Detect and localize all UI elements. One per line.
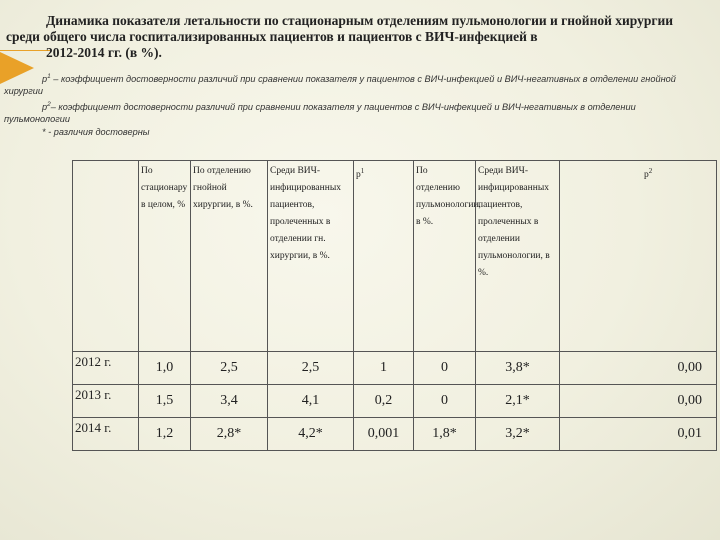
cell-p1: 1 [354, 352, 414, 385]
header-p1 [354, 161, 414, 352]
note-star [4, 126, 704, 138]
table-row [73, 352, 717, 385]
table-row [73, 385, 717, 418]
note-p1-text: – коэффициент достоверности различий при сравнении показателя у пациентов с ВИЧ-инфекцией и ВИЧ-негативных в отделении гнойной хирургии [4, 74, 676, 97]
note-p1-sup: 1 [47, 73, 51, 80]
header-p1-sup: 1 [360, 167, 365, 175]
cell-p1: 0,001 [354, 418, 414, 451]
header-p2-sup: 2 [648, 167, 653, 175]
note-p2-text: – коэффициент достоверности различий при сравнении показателя у пациентов с ВИЧ-инфекцией и ВИЧ-негативных в отделении пульмонологии [4, 102, 636, 125]
mortality-table [72, 160, 717, 451]
row-year: 2014 г. [73, 418, 139, 451]
cell-p2: 0,00 [560, 352, 717, 385]
header-hiv-surgery: Среди ВИЧ-инфицированных пациентов, пролеченных в отделении гн. хирургии, в %. [268, 161, 354, 352]
cell-pulmonology: 0 [414, 352, 476, 385]
cell-p2: 0,00 [560, 385, 717, 418]
page-title [6, 13, 711, 61]
cell-purulent-surgery: 2,5 [191, 352, 268, 385]
row-year: 2012 г. [73, 352, 139, 385]
header-empty [73, 161, 139, 352]
row-year: 2013 г. [73, 385, 139, 418]
cell-hospital-total: 1,2 [139, 418, 191, 451]
cell-hospital-total: 1,0 [139, 352, 191, 385]
header-p2 [560, 161, 717, 352]
header-pulmonology: По отделению пульмонологии, в %. [414, 161, 476, 352]
cell-purulent-surgery: 3,4 [191, 385, 268, 418]
cell-pulmonology: 0 [414, 385, 476, 418]
cell-p2: 0,01 [560, 418, 717, 451]
cell-hiv-pulmonology: 2,1* [476, 385, 560, 418]
title-line-2: среди общего числа госпитализированных пациентов и пациентов с ВИЧ-инфекцией в [6, 29, 538, 44]
title-line-1: Динамика показателя летальности по стационарным отделениям пульмонологии и гнойной хирургии [46, 13, 674, 28]
note-p2-sup: 2 [47, 101, 51, 108]
cell-p1: 0,2 [354, 385, 414, 418]
cell-hiv-pulmonology: 3,8* [476, 352, 560, 385]
cell-hiv-pulmonology: 3,2* [476, 418, 560, 451]
cell-hiv-surgery: 4,2* [268, 418, 354, 451]
note-p1-mark: р [42, 74, 48, 85]
table-header-row [73, 161, 717, 352]
cell-hospital-total: 1,5 [139, 385, 191, 418]
note-p1 [4, 71, 704, 97]
cell-hiv-surgery: 2,5 [268, 352, 354, 385]
note-p2-mark: р [42, 102, 48, 113]
note-p2 [4, 99, 704, 125]
cell-purulent-surgery: 2,8* [191, 418, 268, 451]
table-row [73, 418, 717, 451]
header-p1-mark: р [356, 170, 361, 181]
header-p2-mark: р [644, 170, 649, 181]
header-hospital-total: По стационару в целом, % [139, 161, 191, 352]
header-hiv-pulmonology: Среди ВИЧ-инфицированных пациентов, пролеченных в отделении пульмонологии, в %. [476, 161, 560, 352]
title-line-3: 2012-2014 гг. (в %). [46, 45, 162, 60]
header-purulent-surgery: По отделению гнойной хирургии, в %. [191, 161, 268, 352]
cell-pulmonology: 1,8* [414, 418, 476, 451]
note-star-text: * - различия достоверны [42, 127, 150, 137]
cell-hiv-surgery: 4,1 [268, 385, 354, 418]
